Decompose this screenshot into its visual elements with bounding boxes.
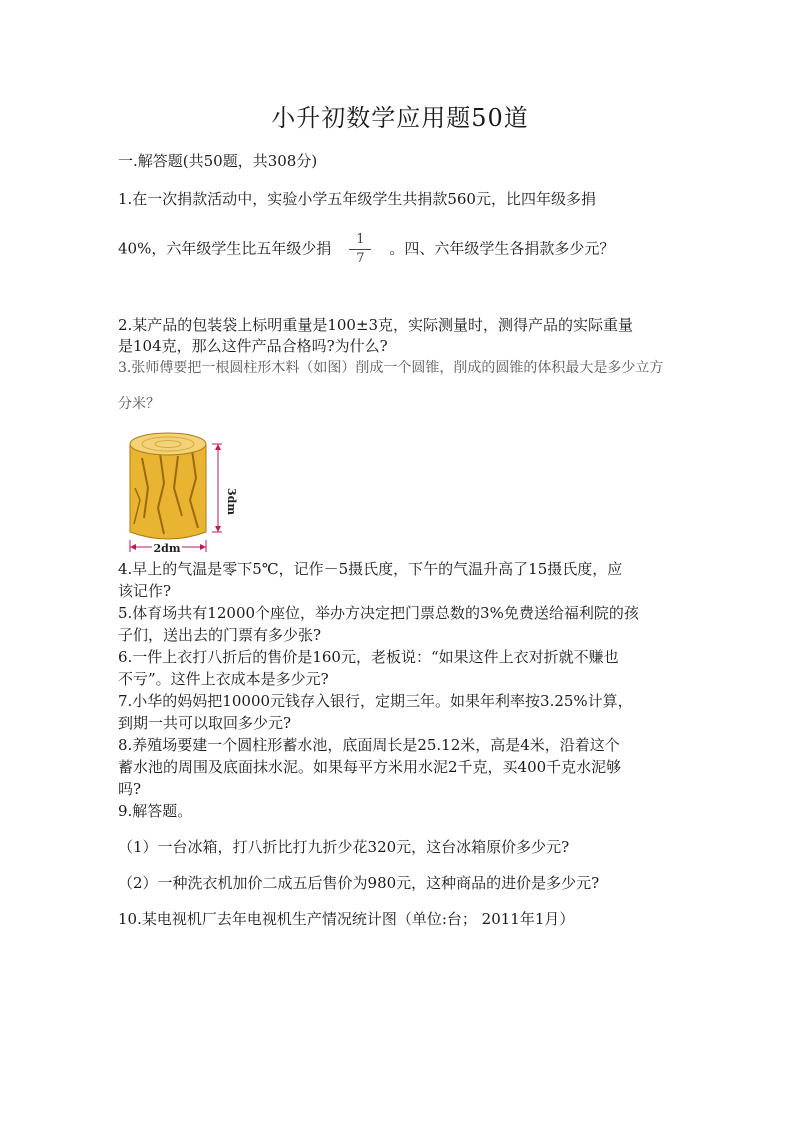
q7-line1: 7.小华的妈妈把10000元钱存入银行，定期三年。如果年利率按3.25%计算，: [118, 692, 633, 710]
q1-line2a: 40%，六年级学生比五年级少捐: [118, 239, 332, 258]
q1-line2: [118, 232, 614, 267]
q10-line1: 10.某电视机厂去年电视机生产情况统计图（单位:台； 2011年1月）: [118, 910, 575, 928]
q8-line2: 蓄水池的周围及底面抹水泥。如果每平方米用水泥2千克，买400千克水泥够: [118, 758, 622, 776]
q5-line2: 子们，送出去的门票有多少张?: [118, 626, 322, 644]
q3-line2: 分米？: [118, 396, 160, 412]
q9-sub2: （2）一种洗衣机加价二成五后售价为980元，这种商品的进价是多少元?: [118, 874, 600, 892]
q8-line1: 8.养殖场要建一个圆柱形蓄水池，底面周长是25.12米，高是4米，沿着这个: [118, 736, 620, 754]
q8-line3: 吗?: [118, 780, 142, 798]
width-label: 2dm: [153, 542, 181, 555]
q1-line1: 1.在一次捐款活动中，实验小学五年级学生共捐款560元，比四年级多捐: [118, 190, 596, 208]
q6-line1: 6.一件上衣打八折后的售价是160元，老板说：“如果这件上衣对折就不赚也: [118, 648, 619, 666]
q5-line1: 5.体育场共有12000个座位，举办方决定把门票总数的3%免费送给福利院的孩: [118, 604, 639, 622]
page-title: 小升初数学应用题50道: [271, 104, 529, 132]
q3-line1: 3.张师傅要把一根圆柱形木料（如图）削成一个圆锥，削成的圆锥的体积最大是多少立方: [118, 360, 664, 376]
q1-line2b: 。四、六年级学生各捐款多少元？: [389, 239, 615, 258]
q9-line1: 9.解答题。: [118, 802, 193, 820]
q2-line1: 2.某产品的包装袋上标明重量是100±3克，实际测量时，测得产品的实际重量: [118, 316, 634, 334]
fraction-one-seventh: $\frac{1}{7}$: [349, 232, 371, 267]
height-label: 3dm: [225, 488, 238, 515]
q4-line1: 4.早上的气温是零下5℃，记作－5摄氏度，下午的气温升高了15摄氏度，应: [118, 560, 623, 578]
q4-line2: 该记作?: [118, 582, 172, 600]
q2-line2: 是104克，那么这件产品合格吗?为什么?: [118, 337, 388, 355]
cylinder-wood-figure: [120, 428, 238, 558]
section-heading: 一.解答题(共50题，共308分): [118, 152, 318, 170]
q7-line2: 到期一共可以取回多少元?: [118, 714, 292, 732]
q9-sub1: （1）一台冰箱，打八折比打九折少花320元，这台冰箱原价多少元?: [118, 838, 570, 856]
q6-line2: 不亏”。这件上衣成本是多少元?: [118, 670, 329, 688]
